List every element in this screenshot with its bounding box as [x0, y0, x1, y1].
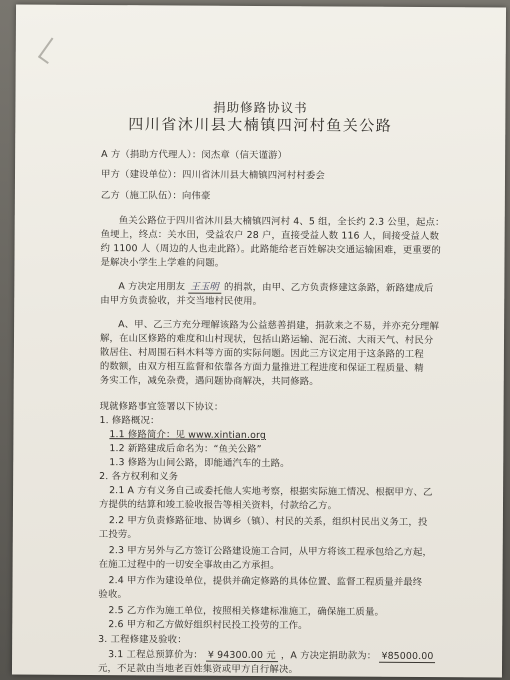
- para3-line: A、甲、乙三方充分理解该路为公益慈善捐建，捐款来之不易，并亦充分理解: [118, 319, 440, 333]
- doc-title: 捐助修路协议书: [213, 99, 308, 116]
- para2-post: 的捐款，由甲、乙方负责修建这条路，新路建成后: [224, 281, 434, 295]
- para3-line: 解，在山区修路的难度和山村现状，包括山路运输、泥石流、大雨天气、村民分: [99, 333, 434, 347]
- party-b: 甲方（建设单位）：四川省沐川县大楠镇四河村村委会: [100, 169, 325, 182]
- party-c: 乙方（施工队伍）：向伟豪: [100, 190, 211, 202]
- para3-line: 务实工作，减免杂费，遇问题协商解决，共同修路。: [99, 375, 319, 388]
- item-3-1-cont: 元，不足款由当地老百姓集资或甲方自行解决。: [97, 663, 299, 676]
- item-2-1: 2.1 A 方有义务自己或委托他人实地考察，根据实际施工情况、根据甲方、乙: [109, 485, 433, 499]
- item-1-1: 1.1 修路简介：见 www.xintian.org: [109, 429, 267, 442]
- donation-label: ，A 方决定捐助款为：: [280, 650, 377, 662]
- agreement-intro: 现就修路事宜签署以下协议：: [99, 401, 224, 413]
- item-1-2: 1.2 新路建成后命名为：“鱼关公路”: [109, 443, 262, 456]
- para3-line: 散居住、村周围石料木料等方面的实际问题。因此三方议定用于这条路的工程: [99, 347, 424, 361]
- item-2-6: 2.6 甲方和乙方做好组织村民投工投劳的工作。: [108, 619, 308, 632]
- staple-mark: [38, 37, 62, 64]
- para2-line: [118, 281, 433, 295]
- para1-line: 鱼埂上，终点：关水田，受益农户 28 户，直接受益人数 116 人，间接受益人数: [100, 229, 440, 243]
- item-2-1-cont: 方提供的结算和竣工验收报告等相关资料，付款给乙方。: [98, 499, 338, 512]
- section-heading: 2. 各方权利和义务: [99, 471, 179, 483]
- party-a: A 方（捐助方代理人）：闵杰章（信天谨游）: [101, 149, 288, 162]
- item-2-2: 2.2 甲方负责修路征地、协调乡（镇）、村民的关系，组织村民出义务工，投: [108, 515, 428, 529]
- doc-subtitle: 四川省沐川县大楠镇四河村鱼关公路: [128, 115, 393, 135]
- item-2-4: 2.4 甲方作为建设单位，提供并确定修路的具体位置、监督工程质量并最终: [108, 575, 423, 589]
- para1-line: 鱼关公路位于四川省沐川县大楠镇四河村 4、5 组，全长约 2.3 公里，起点：: [118, 215, 445, 229]
- item-3-1: [108, 649, 436, 663]
- item-2-2-cont: 工投劳。: [98, 529, 137, 541]
- para3-line: 的数额，由双方相互监督和依靠各方面力量推进工程进度和保证工程质量、精: [99, 361, 424, 375]
- item-2-5: 2.5 乙方作为施工单位，按照相关修建标准施工，确保施工质量。: [108, 605, 385, 618]
- item-2-3: 2.3 甲方另外与乙方签订公路建设施工合同，从甲方将该工程承包给乙方起，: [108, 545, 433, 559]
- para1-line: 是解决小学生上学难的问题。: [100, 257, 225, 269]
- item-1-3: 1.3 修路为山间公路，即能通汽车的土路。: [109, 457, 290, 470]
- friend-name: 王玉明: [188, 282, 221, 294]
- budget-amount: ¥ 94300.00 元: [206, 650, 278, 662]
- section-heading: 3. 工程修建及验收：: [98, 634, 187, 646]
- document-page: [12, 5, 506, 678]
- donation-amount: ¥85000.00: [379, 651, 435, 663]
- item-2-4-cont: 验收。: [98, 589, 128, 601]
- para2-pre: A 方决定用朋友: [118, 281, 186, 293]
- item-2-3-cont: 在施工过程中的一切安全事故由乙方承担。: [98, 559, 280, 572]
- item-line: [109, 429, 266, 442]
- budget-label: 3.1 工程总预算价为：: [108, 649, 203, 661]
- section-heading: 1. 修路概况：: [99, 415, 160, 427]
- para1-line: 约 1100 人（周边的人也走此路）。此路能给老百姓解决交通运输困难，更重要的: [100, 243, 441, 257]
- para2-line: 由甲方负责验收，并交当地村民使用。: [100, 295, 263, 308]
